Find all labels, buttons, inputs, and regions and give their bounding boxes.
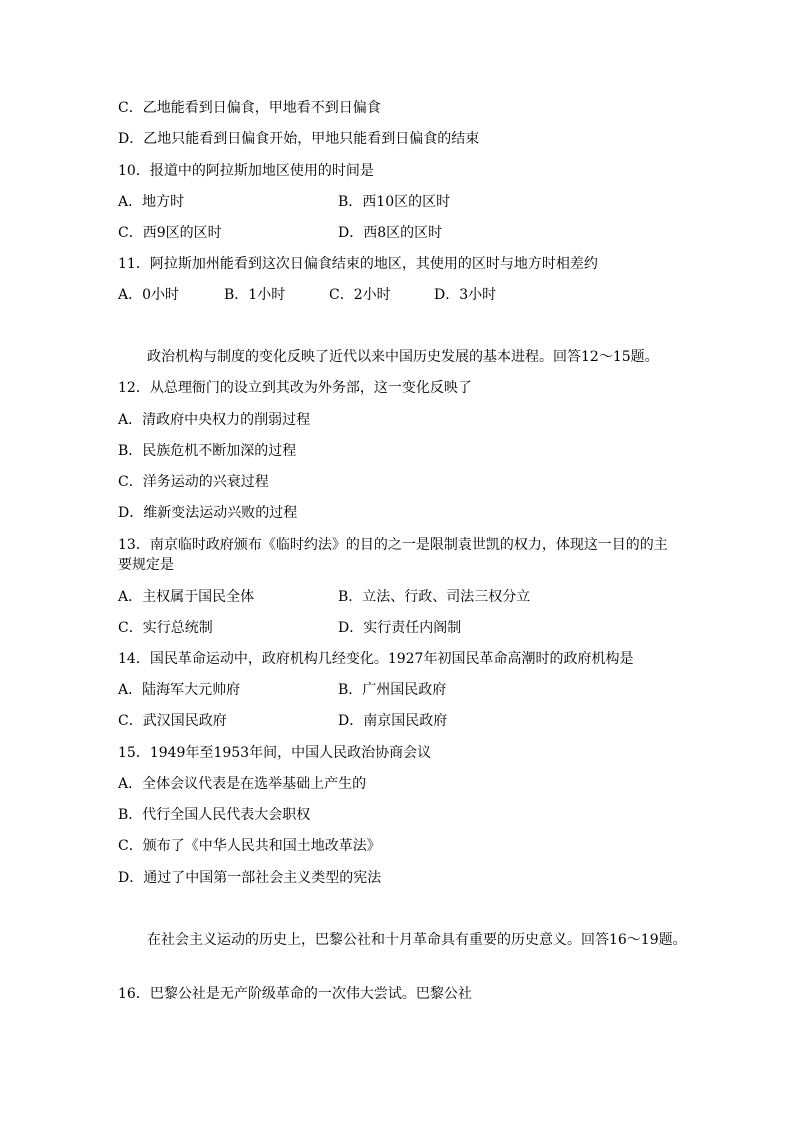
q15-option-d: D．通过了中国第一部社会主义类型的宪法 xyxy=(118,870,382,886)
section-intro-12-15: 政治机构与制度的变化反映了近代以来中国历史发展的基本进程。回答12～15题。 xyxy=(147,349,659,365)
q14-stem: 14．国民革命运动中，政府机构几经变化。1927年初国民革命高潮时的政府机构是 xyxy=(118,651,634,667)
q13-option-d: D．实行责任内阁制 xyxy=(338,620,462,636)
q10-stem: 10．报道中的阿拉斯加地区使用的时间是 xyxy=(118,163,374,179)
q12-option-b: B．民族危机不断加深的过程 xyxy=(118,443,297,459)
q11-option-a: A．0小时 xyxy=(118,287,180,303)
q14-option-d: D．南京国民政府 xyxy=(338,713,448,729)
q12-option-d: D．维新变法运动兴败的过程 xyxy=(118,505,298,521)
q9-option-c: C．乙地能看到日偏食，甲地看不到日偏食 xyxy=(118,100,381,116)
q10-option-c: C．西9区的区时 xyxy=(118,225,222,241)
q14-option-b: B．广州国民政府 xyxy=(338,682,447,698)
q15-stem: 15．1949年至1953年间，中国人民政治协商会议 xyxy=(118,745,432,761)
q13-option-b: B．立法、行政、司法三权分立 xyxy=(338,589,531,605)
q15-option-a: A．全体会议代表是在选举基础上产生的 xyxy=(118,776,367,792)
q10-option-d: D．西8区的区时 xyxy=(338,225,443,241)
q10-option-b: B．西10区的区时 xyxy=(338,194,451,210)
q11-option-b: B．1小时 xyxy=(224,287,286,303)
q16-stem: 16．巴黎公社是无产阶级革命的一次伟大尝试。巴黎公社 xyxy=(118,986,472,1002)
q14-option-a: A．陆海军大元帅府 xyxy=(118,682,241,698)
q12-option-a: A．清政府中央权力的削弱过程 xyxy=(118,412,311,428)
q13-option-c: C．实行总统制 xyxy=(118,620,213,636)
section-intro-16-19: 在社会主义运动的历史上，巴黎公社和十月革命具有重要的历史意义。回答16～19题。 xyxy=(147,932,687,948)
q15-option-c: C．颁布了《中华人民共和国土地改革法》 xyxy=(118,838,381,854)
q13-option-a: A．主权属于国民全体 xyxy=(118,589,255,605)
q9-option-d: D．乙地只能看到日偏食开始，甲地只能看到日偏食的结束 xyxy=(118,131,480,147)
q12-option-c: C．洋务运动的兴衰过程 xyxy=(118,474,269,490)
q14-option-c: C．武汉国民政府 xyxy=(118,713,227,729)
q13-stem-line2: 要规定是 xyxy=(118,557,174,573)
q11-option-d: D．3小时 xyxy=(434,287,497,303)
q12-stem: 12．从总理衙门的设立到其改为外务部，这一变化反映了 xyxy=(118,380,472,396)
q11-stem: 11．阿拉斯加州能看到这次日偏食结束的地区，其使用的区时与地方时相差约 xyxy=(118,256,598,272)
q10-option-a: A．地方时 xyxy=(118,194,185,210)
q15-option-b: B．代行全国人民代表大会职权 xyxy=(118,807,311,823)
q13-stem-line1: 13．南京临时政府颁布《临时约法》的目的之一是限制袁世凯的权力，体现这一目的的主 xyxy=(118,537,668,553)
q11-option-c: C．2小时 xyxy=(329,287,391,303)
